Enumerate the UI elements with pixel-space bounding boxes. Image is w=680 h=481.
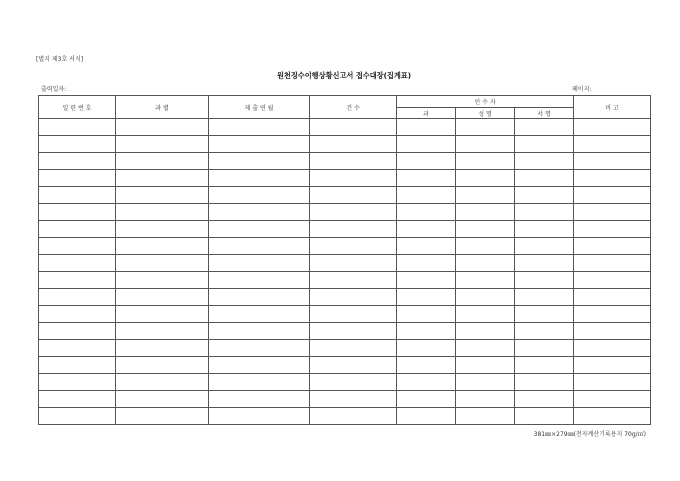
cell-period	[209, 170, 310, 187]
cell-dept	[116, 119, 209, 136]
cell-count	[310, 306, 397, 323]
col-header-period: 제 출 연 월	[209, 96, 310, 119]
cell-receiver-name	[456, 136, 515, 153]
table-row	[39, 374, 651, 391]
cell-receiver-name	[456, 170, 515, 187]
cell-remarks	[574, 391, 651, 408]
cell-receiver-name	[456, 221, 515, 238]
cell-dept	[116, 136, 209, 153]
cell-receiver-name	[456, 306, 515, 323]
cell-dept	[116, 238, 209, 255]
cell-dept	[116, 357, 209, 374]
cell-period	[209, 289, 310, 306]
form-number-label: [별지 제3호 서식]	[36, 56, 84, 63]
cell-receiver-name	[456, 357, 515, 374]
cell-serial	[39, 119, 116, 136]
cell-period	[209, 357, 310, 374]
cell-count	[310, 340, 397, 357]
cell-receiver-name	[456, 323, 515, 340]
cell-period	[209, 255, 310, 272]
cell-receiver-sign	[515, 408, 574, 425]
page-number-label: 페이지:	[572, 86, 592, 93]
cell-receiver-dept	[397, 255, 456, 272]
cell-remarks	[574, 357, 651, 374]
cell-dept	[116, 340, 209, 357]
cell-dept	[116, 272, 209, 289]
col-header-receiver: 인 수 자	[397, 96, 574, 108]
cell-count	[310, 238, 397, 255]
cell-receiver-sign	[515, 374, 574, 391]
cell-receiver-sign	[515, 238, 574, 255]
cell-remarks	[574, 136, 651, 153]
cell-receiver-dept	[397, 204, 456, 221]
table-row	[39, 289, 651, 306]
print-date-label: 출력일자:	[41, 86, 67, 93]
cell-dept	[116, 170, 209, 187]
table-row	[39, 187, 651, 204]
table-row	[39, 306, 651, 323]
cell-period	[209, 408, 310, 425]
cell-receiver-dept	[397, 272, 456, 289]
cell-dept	[116, 187, 209, 204]
cell-receiver-dept	[397, 238, 456, 255]
cell-receiver-sign	[515, 357, 574, 374]
table-row	[39, 357, 651, 374]
cell-count	[310, 391, 397, 408]
cell-count	[310, 323, 397, 340]
cell-receiver-sign	[515, 289, 574, 306]
cell-remarks	[574, 255, 651, 272]
table-row	[39, 153, 651, 170]
cell-receiver-dept	[397, 136, 456, 153]
cell-count	[310, 272, 397, 289]
cell-receiver-dept	[397, 357, 456, 374]
cell-serial	[39, 272, 116, 289]
cell-period	[209, 323, 310, 340]
cell-dept	[116, 153, 209, 170]
cell-receiver-dept	[397, 221, 456, 238]
cell-receiver-name	[456, 153, 515, 170]
cell-period	[209, 187, 310, 204]
cell-serial	[39, 391, 116, 408]
cell-serial	[39, 238, 116, 255]
cell-receiver-name	[456, 272, 515, 289]
table-row	[39, 238, 651, 255]
cell-receiver-name	[456, 187, 515, 204]
cell-serial	[39, 340, 116, 357]
cell-count	[310, 204, 397, 221]
table-row	[39, 170, 651, 187]
col-header-serial: 일 련 번 호	[39, 96, 116, 119]
col-header-dept: 과 별	[116, 96, 209, 119]
cell-period	[209, 136, 310, 153]
cell-receiver-dept	[397, 187, 456, 204]
cell-dept	[116, 391, 209, 408]
col-header-receiver-sign: 서 명	[515, 108, 574, 119]
cell-receiver-dept	[397, 391, 456, 408]
cell-receiver-name	[456, 374, 515, 391]
cell-count	[310, 136, 397, 153]
table-header-row	[39, 96, 651, 108]
cell-dept	[116, 306, 209, 323]
cell-receiver-dept	[397, 289, 456, 306]
cell-serial	[39, 357, 116, 374]
cell-receiver-dept	[397, 340, 456, 357]
table-row	[39, 255, 651, 272]
cell-remarks	[574, 119, 651, 136]
cell-receiver-sign	[515, 170, 574, 187]
cell-serial	[39, 136, 116, 153]
col-header-count: 건 수	[310, 96, 397, 119]
cell-period	[209, 221, 310, 238]
cell-receiver-name	[456, 119, 515, 136]
cell-receiver-sign	[515, 187, 574, 204]
cell-serial	[39, 289, 116, 306]
cell-serial	[39, 306, 116, 323]
cell-receiver-name	[456, 289, 515, 306]
cell-period	[209, 238, 310, 255]
cell-count	[310, 153, 397, 170]
cell-receiver-name	[456, 408, 515, 425]
cell-count	[310, 255, 397, 272]
cell-remarks	[574, 340, 651, 357]
cell-remarks	[574, 187, 651, 204]
cell-serial	[39, 221, 116, 238]
cell-period	[209, 272, 310, 289]
cell-remarks	[574, 204, 651, 221]
cell-receiver-name	[456, 391, 515, 408]
cell-dept	[116, 221, 209, 238]
table-row	[39, 391, 651, 408]
cell-dept	[116, 374, 209, 391]
cell-receiver-sign	[515, 221, 574, 238]
cell-remarks	[574, 153, 651, 170]
cell-receiver-name	[456, 340, 515, 357]
cell-remarks	[574, 272, 651, 289]
table-row	[39, 323, 651, 340]
table-row	[39, 119, 651, 136]
cell-receiver-sign	[515, 255, 574, 272]
col-header-receiver-dept: 과	[397, 108, 456, 119]
table-body	[39, 119, 651, 425]
cell-period	[209, 391, 310, 408]
cell-remarks	[574, 238, 651, 255]
cell-period	[209, 204, 310, 221]
cell-count	[310, 170, 397, 187]
cell-period	[209, 306, 310, 323]
cell-count	[310, 187, 397, 204]
cell-serial	[39, 255, 116, 272]
cell-receiver-dept	[397, 306, 456, 323]
cell-receiver-sign	[515, 204, 574, 221]
cell-receiver-name	[456, 204, 515, 221]
cell-receiver-dept	[397, 408, 456, 425]
cell-count	[310, 119, 397, 136]
cell-serial	[39, 323, 116, 340]
cell-serial	[39, 374, 116, 391]
cell-dept	[116, 289, 209, 306]
cell-receiver-sign	[515, 306, 574, 323]
cell-receiver-sign	[515, 272, 574, 289]
cell-receiver-sign	[515, 153, 574, 170]
cell-receiver-name	[456, 255, 515, 272]
cell-dept	[116, 255, 209, 272]
cell-remarks	[574, 323, 651, 340]
cell-serial	[39, 204, 116, 221]
table-row	[39, 340, 651, 357]
cell-receiver-name	[456, 238, 515, 255]
cell-serial	[39, 153, 116, 170]
cell-remarks	[574, 374, 651, 391]
cell-receiver-sign	[515, 391, 574, 408]
cell-receiver-sign	[515, 119, 574, 136]
receipt-ledger-table	[38, 95, 651, 425]
paper-spec-note: 381㎜×279㎜(전자계산기록용지 70g/㎡)	[533, 431, 646, 438]
cell-receiver-dept	[397, 170, 456, 187]
cell-receiver-sign	[515, 340, 574, 357]
cell-dept	[116, 204, 209, 221]
cell-serial	[39, 170, 116, 187]
cell-serial	[39, 408, 116, 425]
cell-remarks	[574, 289, 651, 306]
cell-receiver-sign	[515, 323, 574, 340]
table-row	[39, 204, 651, 221]
cell-serial	[39, 187, 116, 204]
table-row	[39, 408, 651, 425]
cell-period	[209, 119, 310, 136]
cell-period	[209, 340, 310, 357]
table-row	[39, 272, 651, 289]
cell-count	[310, 374, 397, 391]
cell-receiver-dept	[397, 323, 456, 340]
cell-receiver-dept	[397, 153, 456, 170]
page-title: 원천징수이행상황신고서 접수대장(집계표)	[276, 71, 412, 80]
cell-count	[310, 289, 397, 306]
cell-dept	[116, 323, 209, 340]
cell-receiver-dept	[397, 374, 456, 391]
col-header-receiver-name: 성 명	[456, 108, 515, 119]
table-row	[39, 136, 651, 153]
cell-remarks	[574, 408, 651, 425]
cell-receiver-sign	[515, 136, 574, 153]
cell-receiver-dept	[397, 119, 456, 136]
cell-count	[310, 357, 397, 374]
cell-count	[310, 408, 397, 425]
cell-dept	[116, 408, 209, 425]
cell-remarks	[574, 306, 651, 323]
cell-period	[209, 153, 310, 170]
cell-count	[310, 221, 397, 238]
cell-remarks	[574, 170, 651, 187]
cell-period	[209, 374, 310, 391]
table-row	[39, 221, 651, 238]
col-header-remarks: 비 고	[574, 96, 651, 119]
cell-remarks	[574, 221, 651, 238]
